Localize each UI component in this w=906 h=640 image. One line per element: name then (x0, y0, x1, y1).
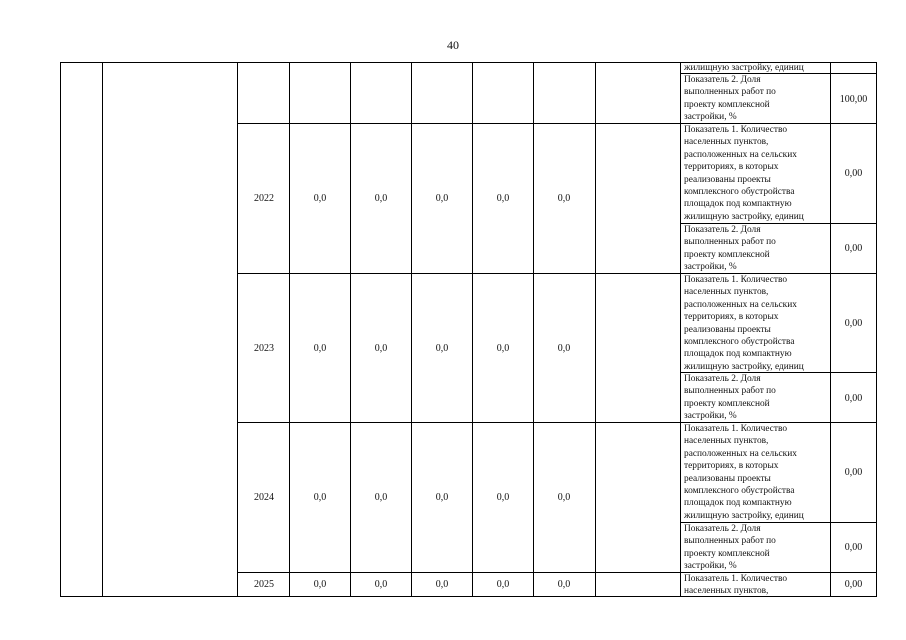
value-cell: 0,0 (557, 492, 571, 503)
table-border-right (876, 62, 877, 597)
table-border-left (60, 62, 61, 597)
page-number: 40 (447, 38, 459, 52)
indicator-label: Показатель 2. Доля выполненных работ по проекту комплексной застройки, % (684, 75, 776, 123)
indicator-label: Показатель 2. Доля выполненных работ по проекту комплексной застройки, % (684, 524, 776, 572)
year-cell: 2023 (254, 343, 274, 354)
indicator-label: Показатель 2. Доля выполненных работ по проекту комплексной застройки, % (684, 374, 776, 422)
value-cell: 0,0 (435, 579, 449, 590)
table-col-line (350, 62, 351, 597)
value-cell: 0,0 (557, 343, 571, 354)
year-cell: 2025 (254, 579, 274, 590)
table-col-line (289, 62, 290, 597)
indicator-fragment: жилищную застройку, единиц (684, 63, 804, 73)
value-cell: 0,0 (313, 492, 327, 503)
value-cell: 0,0 (374, 492, 388, 503)
value-cell: 0,0 (496, 579, 510, 590)
value-cell: 0,0 (496, 343, 510, 354)
value-cell: 0,0 (496, 193, 510, 204)
value-cell: 0,0 (313, 579, 327, 590)
indicator-value: 0,00 (844, 579, 863, 590)
value-cell: 0,0 (435, 343, 449, 354)
value-cell: 0,0 (557, 193, 571, 204)
value-cell: 0,0 (374, 579, 388, 590)
indicator-value: 0,00 (844, 318, 863, 329)
value-cell: 0,0 (374, 343, 388, 354)
indicator-label: Показатель 1. Количество населенных пунктов, расположенных на сельских территориях, в которых реализованы проекты комплексного обустройства площадок под компактную жилищную застройку, единиц (684, 125, 804, 222)
value-cell: 0,0 (374, 193, 388, 204)
value-cell: 0,0 (557, 579, 571, 590)
value-cell: 0,0 (313, 193, 327, 204)
table-col-line (237, 62, 238, 597)
indicator-value: 0,00 (844, 243, 863, 254)
table-col-line (472, 62, 473, 597)
indicator-value: 100,00 (839, 94, 868, 105)
indicator-label: Показатель 1. Количество населенных пунктов, (684, 574, 788, 597)
table-col-line (411, 62, 412, 597)
value-cell: 0,0 (313, 343, 327, 354)
indicator-label: Показатель 1. Количество населенных пунктов, расположенных на сельских территориях, в которых реализованы проекты комплексного обустройства площадок под компактную жилищную застройку, единиц (684, 275, 804, 372)
year-cell: 2022 (254, 193, 274, 204)
indicator-label: Показатель 2. Доля выполненных работ по проекту комплексной застройки, % (684, 225, 776, 273)
indicator-label: Показатель 1. Количество населенных пунктов, расположенных на сельских территориях, в которых реализованы проекты комплексного обустройства площадок под компактную жилищную застройку, единиц (684, 424, 804, 521)
indicator-value: 0,00 (844, 393, 863, 404)
value-cell: 0,0 (496, 492, 510, 503)
indicator-value: 0,00 (844, 542, 863, 553)
table-col-line (533, 62, 534, 597)
table-col-line (102, 62, 103, 597)
table-col-line (830, 62, 831, 597)
indicator-value: 0,00 (844, 467, 863, 478)
table-col-line (680, 62, 681, 597)
value-cell: 0,0 (435, 492, 449, 503)
table-col-line (595, 62, 596, 597)
indicator-value: 0,00 (844, 168, 863, 179)
year-cell: 2024 (254, 492, 274, 503)
value-cell: 0,0 (435, 193, 449, 204)
